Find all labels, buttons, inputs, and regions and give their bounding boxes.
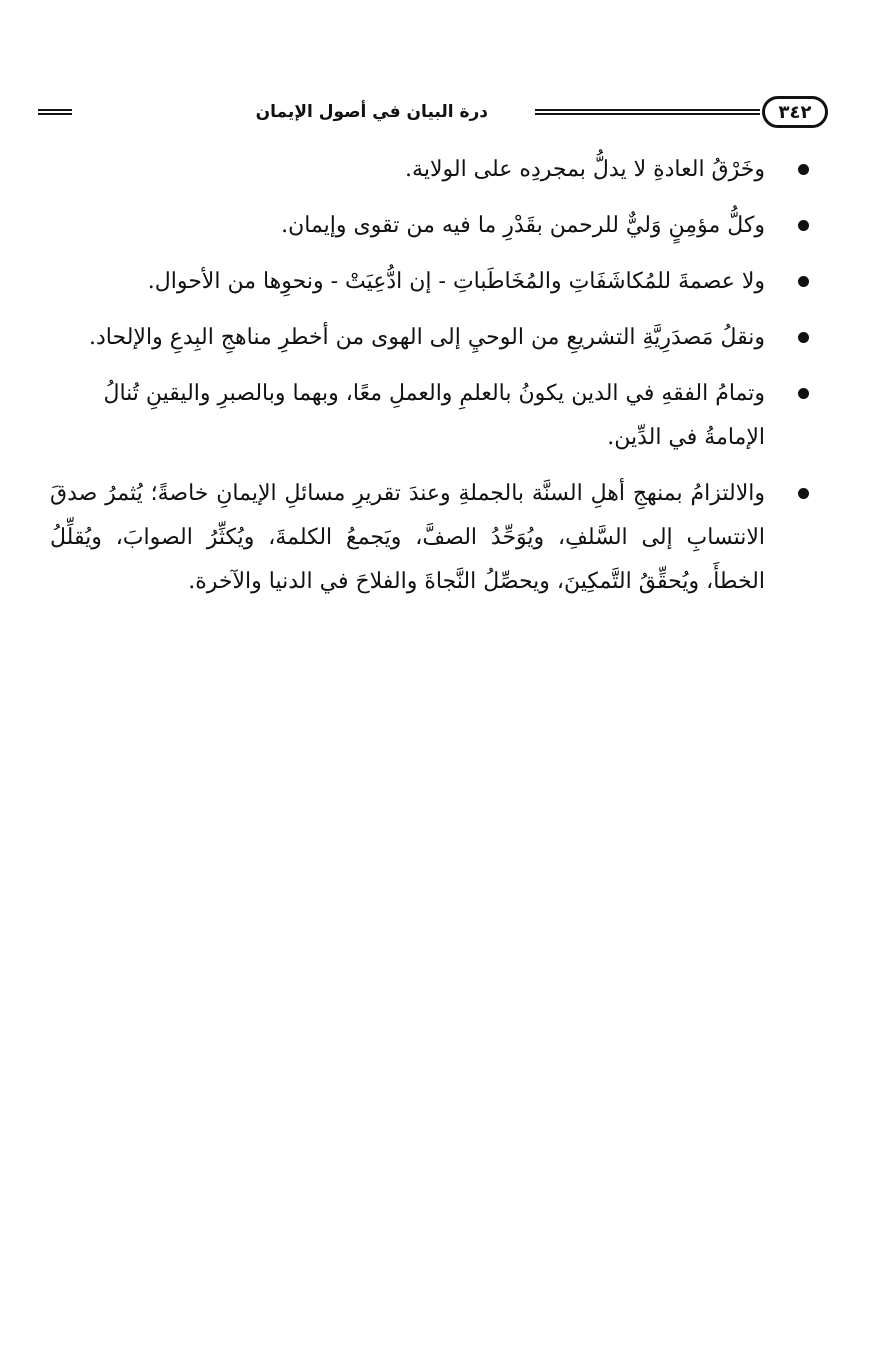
bullet-dot-icon: [798, 164, 809, 175]
bullet-dot-icon: [798, 388, 809, 399]
bullet-text: وتمامُ الفقهِ في الدين يكونُ بالعلمِ والعملِ معًا، وبهما وبالصبرِ واليقينِ تُنالُ الإمامةُ في الدِّين.: [103, 381, 765, 450]
bullet-text: وكلُّ مؤمِنٍ وَليٌّ للرحمن بقَدْرِ ما فيه من تقوى وإيمان.: [281, 213, 765, 238]
page-number-badge: [762, 96, 828, 128]
bullet-item-4: [50, 316, 795, 360]
bullet-text: ونقلُ مَصدَرِيَّةِ التشريعِ من الوحيِ إلى الهوى من أخطرِ مناهجِ البِدعِ والإلحاد.: [89, 325, 765, 350]
bullet-text: والالتزامُ بمنهجِ أهلِ السنَّة بالجملةِ وعندَ تقريرِ مسائلِ الإيمانِ خاصةً؛ يُثمرُ صدقَ الانتسابِ إلى السَّلفِ، ويُوَحِّدُ الصفَّ، ويَجمعُ الكلمةَ، ويُكثِّرُ الصوابَ، ويُقلِّلُ الخطأَ، ويُحقِّقُ التَّمكِينَ، ويحصِّلُ النَّجاةَ والفلاحَ في الدنيا والآخرة.: [50, 481, 765, 594]
bullet-dot-icon: [798, 488, 809, 499]
bullet-item-3: [50, 260, 795, 304]
bullet-item-6: [50, 472, 795, 604]
bullet-dot-icon: [798, 276, 809, 287]
bullet-dot-icon: [798, 332, 809, 343]
header-rule-left: [38, 109, 72, 115]
header-rule-right: [535, 109, 760, 115]
book-title: درة البيان في أصول الإيمان: [255, 102, 488, 122]
bullet-item-2: [50, 204, 795, 248]
page-number: ٣٤٢: [778, 101, 812, 123]
bullet-text: ولا عصمةَ للمُكاشَفَاتِ والمُخَاطَباتِ - إن ادُّعِيَتْ - ونحوِها من الأحوال.: [147, 269, 765, 294]
bullet-dot-icon: [798, 220, 809, 231]
page-header: [38, 96, 828, 132]
bullet-item-5: [50, 372, 795, 460]
page-body: [50, 148, 795, 616]
bullet-text: وخَرْقُ العادةِ لا يدلُّ بمجردِه على الولاية.: [405, 157, 765, 182]
bullet-item-1: [50, 148, 795, 192]
